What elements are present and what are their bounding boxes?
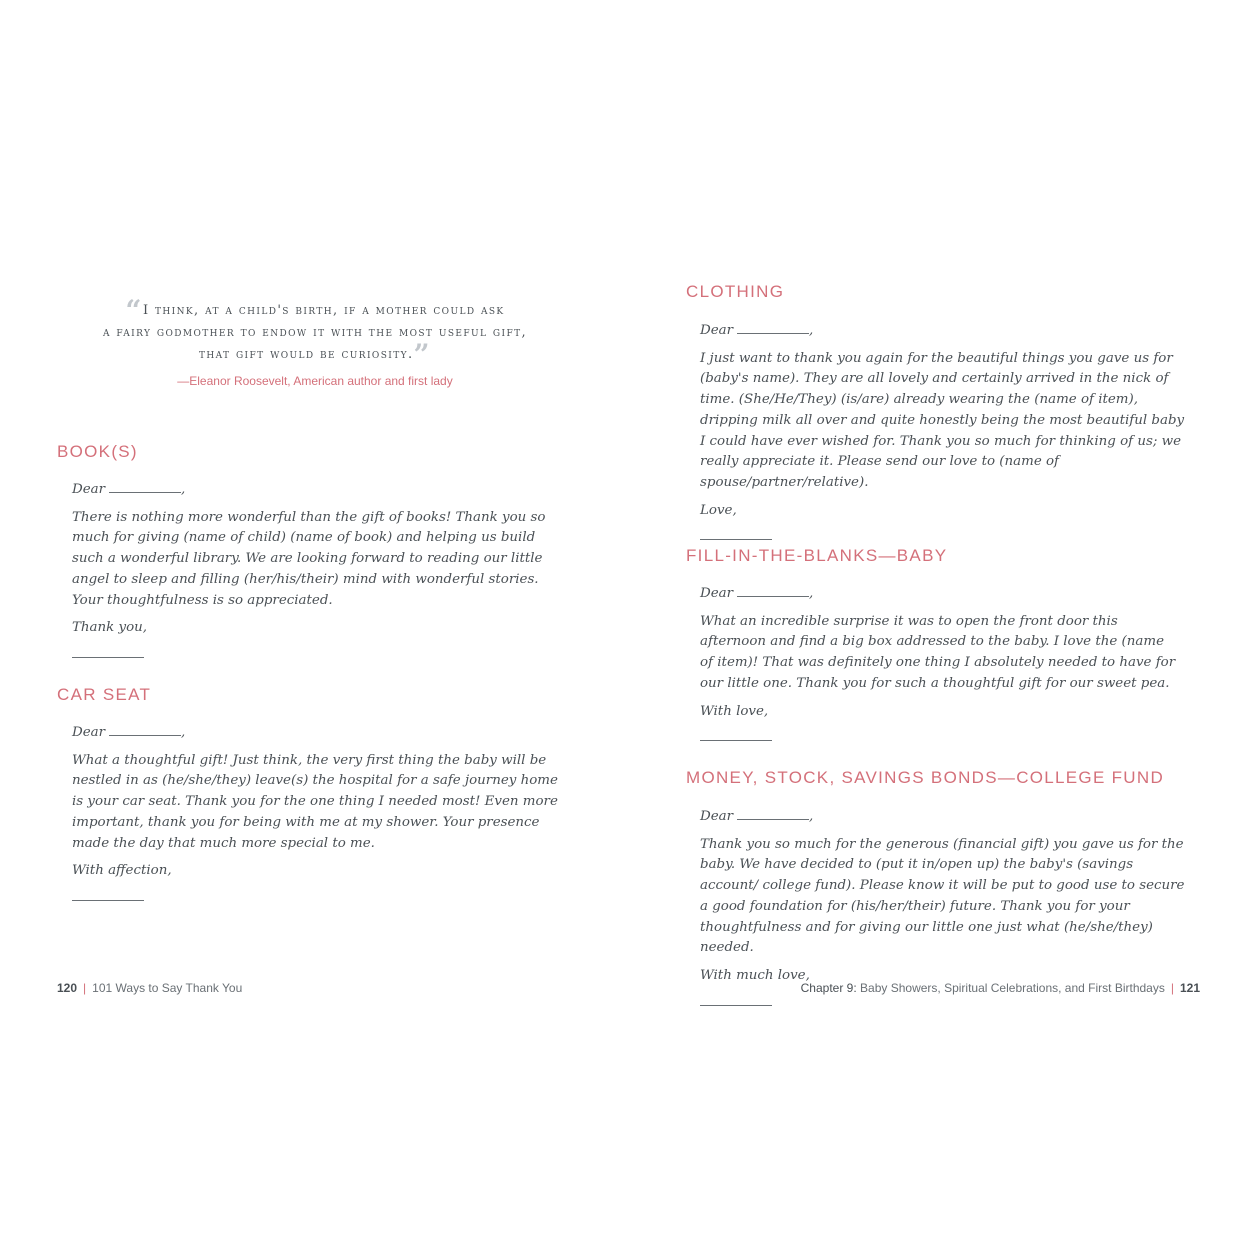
name-blank: [109, 478, 181, 493]
letter-body: There is nothing more wonderful than the gift of books! Thank you so much for giving (name of child) (name of book) and helping us build such a wonderful library. We are looking forward to reading our little angel to sleep and filling (her/his/their) mind with wonderful stories. Your thoughtfulness is so appreciated.: [72, 509, 546, 608]
heading-fill-in-the-blanks: FILL-IN-THE-BLANKS—BABY: [686, 546, 948, 565]
right-footer: [801, 981, 1200, 995]
letter-body: What an incredible surprise it was to open the front door this afternoon and find a big box addressed to the baby. I love the (name of item)! That was definitely one thing I absolutely needed to have for our little one. Thank you for such a thoughtful gift for our sweet pea.: [700, 613, 1176, 691]
chapter-label: Chapter 9:: [800, 981, 857, 995]
quote-line-3: that gift would be curiosity.: [198, 347, 414, 362]
quote-line-1: I think, at a child's birth, if a mother could ask: [142, 303, 505, 318]
signature-line: [700, 987, 772, 1006]
right-page: [628, 0, 1257, 1257]
letter-car-seat: [72, 721, 558, 901]
letter-body: What a thoughtful gift! Just think, the very first thing the baby will be nestled in as (he/she/they) leave(s) the hospital for a safe journey home is your car seat. Thank you for the one thing I needed most! Even more important, thank you for being with me at my shower. Your presence made the day that much more special to me.: [72, 752, 558, 851]
page-number-right: 121: [1179, 981, 1200, 995]
letter-closing: With love,: [700, 703, 769, 719]
letter-fill-in-the-blanks: [700, 582, 1178, 741]
quote-line-2: a fairy godmother to endow it with the most useful gift,: [102, 325, 528, 340]
signature-line: [700, 722, 772, 741]
heading-books: BOOK(S): [57, 442, 138, 461]
name-blank: [737, 582, 809, 597]
left-page: [0, 0, 628, 1257]
letter-closing: With much love,: [700, 967, 810, 983]
letter-books: [72, 478, 554, 658]
salutation: Dear ,: [72, 721, 558, 744]
letter-money-stock: [700, 805, 1188, 1006]
letter-closing: Love,: [700, 502, 737, 518]
heading-clothing: CLOTHING: [686, 282, 785, 301]
signature-line: [72, 882, 144, 901]
epigraph-quote: [100, 294, 530, 371]
footer-separator: |: [1170, 981, 1174, 995]
heading-money-stock: MONEY, STOCK, SAVINGS BONDS—COLLEGE FUND: [686, 768, 1165, 787]
footer-separator: |: [83, 981, 87, 995]
name-blank: [737, 805, 809, 820]
salutation: Dear ,: [72, 478, 554, 501]
close-quote-mark: ”: [413, 338, 432, 371]
letter-clothing: [700, 319, 1192, 540]
letter-body: Thank you so much for the generous (financial gift) you gave us for the baby. We have decided to (put it in/open up) the baby's (savings account/ college fund). Please know it will be put to good use to secure a good foundation for (his/her/their) future. Thank you for your thoughtfulness and for giving our little one just what (he/she/they) needed.: [700, 836, 1185, 956]
page-number-left: 120: [57, 981, 78, 995]
letter-closing: With affection,: [72, 863, 172, 879]
open-quote-mark: “: [125, 294, 143, 327]
letter-closing: Thank you,: [72, 620, 148, 636]
signature-line: [700, 521, 772, 540]
book-title: 101 Ways to Say Thank You: [92, 981, 243, 995]
left-footer: [57, 981, 242, 995]
letter-body: I just want to thank you again for the beautiful things you gave us for (baby's name). They are all lovely and certainly arrived in the nick of time. (She/He/They) (is/are) already wearing the (name of item), dripping milk all over and quite honestly being the most beautiful baby I could have ever wished for. Thank you so much for thinking of us; we really appreciate it. Please send our love to (name of spouse/partner/relative).: [700, 350, 1185, 490]
quote-attribution: —Eleanor Roosevelt, American author and first lady: [177, 374, 453, 388]
signature-line: [72, 639, 144, 658]
salutation: Dear ,: [700, 582, 1178, 605]
name-blank: [109, 721, 181, 736]
salutation: Dear ,: [700, 805, 1188, 828]
name-blank: [737, 319, 809, 334]
heading-car-seat: CAR SEAT: [57, 685, 152, 704]
salutation: Dear ,: [700, 319, 1192, 342]
chapter-title: Baby Showers, Spiritual Celebrations, and First Birthdays: [860, 981, 1165, 995]
